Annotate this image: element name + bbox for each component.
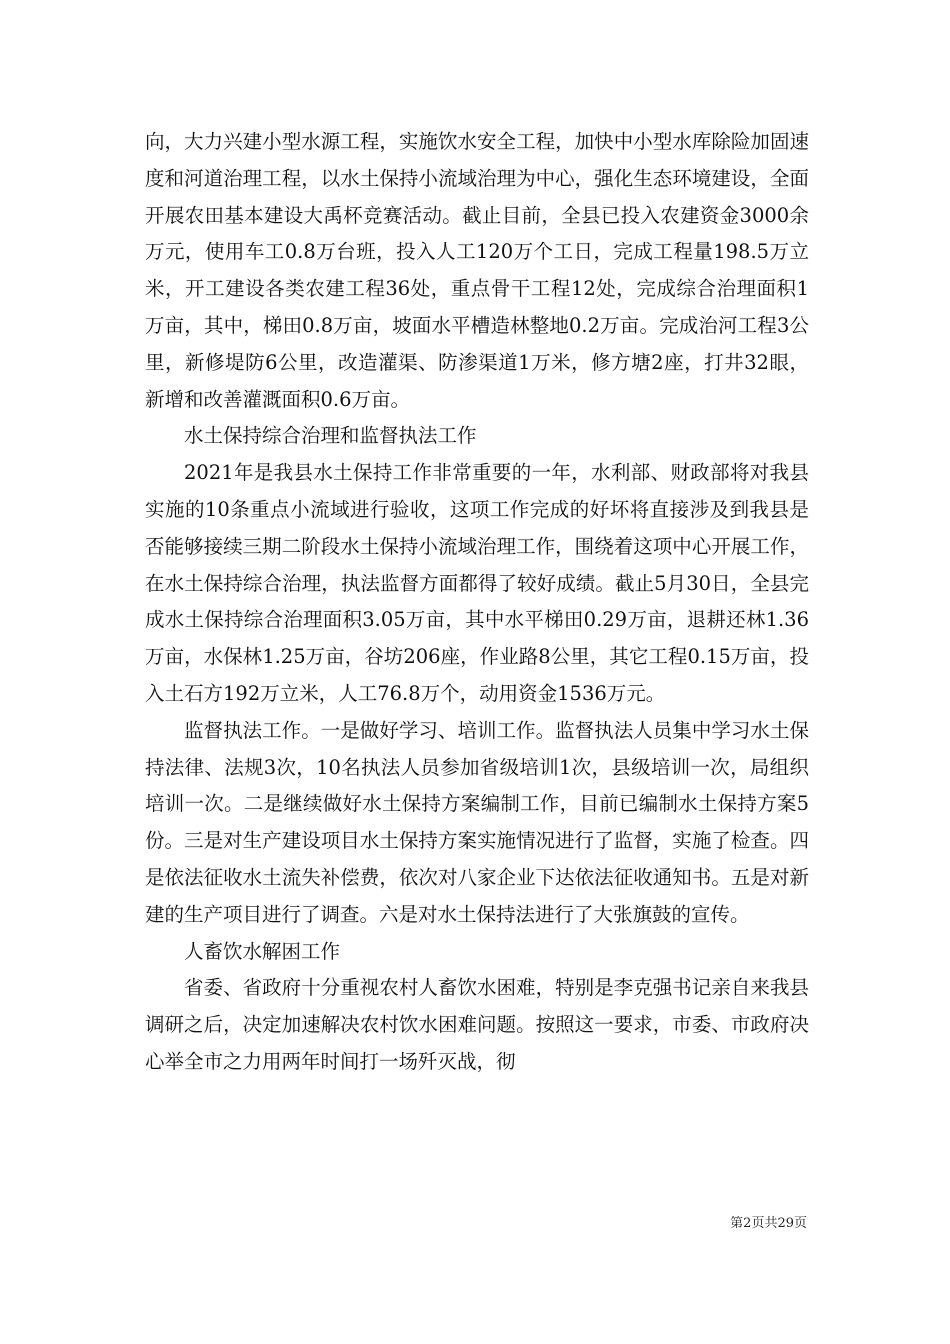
paragraph-supervision: 监督执法工作。一是做好学习、培训工作。监督执法人员集中学习水土保持法律、法规3次，10名执法人员参加省级培训1次，县级培训一次，局组织培训一次。二是继续做好水土保持方案编制工作，目前已编制水土保持方案5份。三是对生产建设项目水土保持方案实施情况进行了监督，实施了检查。四是依法征收水土流失补偿费，依次对八家企业下达依法征收通知书。五是对新建的生产项目进行了调查。六是对水土保持法进行了大张旗鼓的宣传。 xyxy=(145,718,809,926)
section-heading-drinking-water: 人畜饮水解困工作 xyxy=(184,939,341,963)
section-heading-soil-conservation: 水土保持综合治理和监督执法工作 xyxy=(184,424,477,448)
paragraph-drinking-water: 省委、省政府十分重视农村人畜饮水困难，特别是李克强书记亲自来我县调研之后，决定加速解决农村饮水困难问题。按照这一要求，市委、市政府决心举全市之力用两年时间打一场歼灭战，彻 xyxy=(145,976,809,1073)
body-text xyxy=(145,124,809,1081)
paragraph-continued: 向，大力兴建小型水源工程，实施饮水安全工程，加快中小型水库除险加固速度和河道治理工程，以水土保持小流域治理为中心，强化生态环境建设，全面开展农田基本建设大禹杯竞赛活动。截止目前，全县已投入农建资金3000余万元，使用车工0.8万台班，投入人工120万个工日，完成工程量198.5万立米，开工建设各类农建工程36处，重点骨干工程12处，完成综合治理面积1万亩，其中，梯田0.8万亩，坡面水平槽造林整地0.2万亩。完成治河工程3公里，新修堤防6公里，改造灌渠、防渗渠道1万米，修方塘2座，打井32眼，新增和改善灌溉面积0.6万亩。 xyxy=(145,130,809,411)
page-number: 第2页共29页 xyxy=(730,1216,807,1231)
paragraph-soil-conservation: 2021年是我县水土保持工作非常重要的一年，水利部、财政部将对我县实施的10条重点小流域进行验收，这项工作完成的好坏将直接涉及到我县是否能够接续三期二阶段水土保持小流域治理工作，围绕着这项中心开展工作，在水土保持综合治理，执法监督方面都得了较好成绩。截止5月30日，全县完成水土保持综合治理面积3.05万亩，其中水平梯田0.29万亩，退耕还林1.36万亩，水保林1.25万亩，谷坊206座，作业路8公里，其它工程0.15万亩，投入土石方192万立米，人工76.8万个，动用资金1536万元。 xyxy=(145,461,809,705)
